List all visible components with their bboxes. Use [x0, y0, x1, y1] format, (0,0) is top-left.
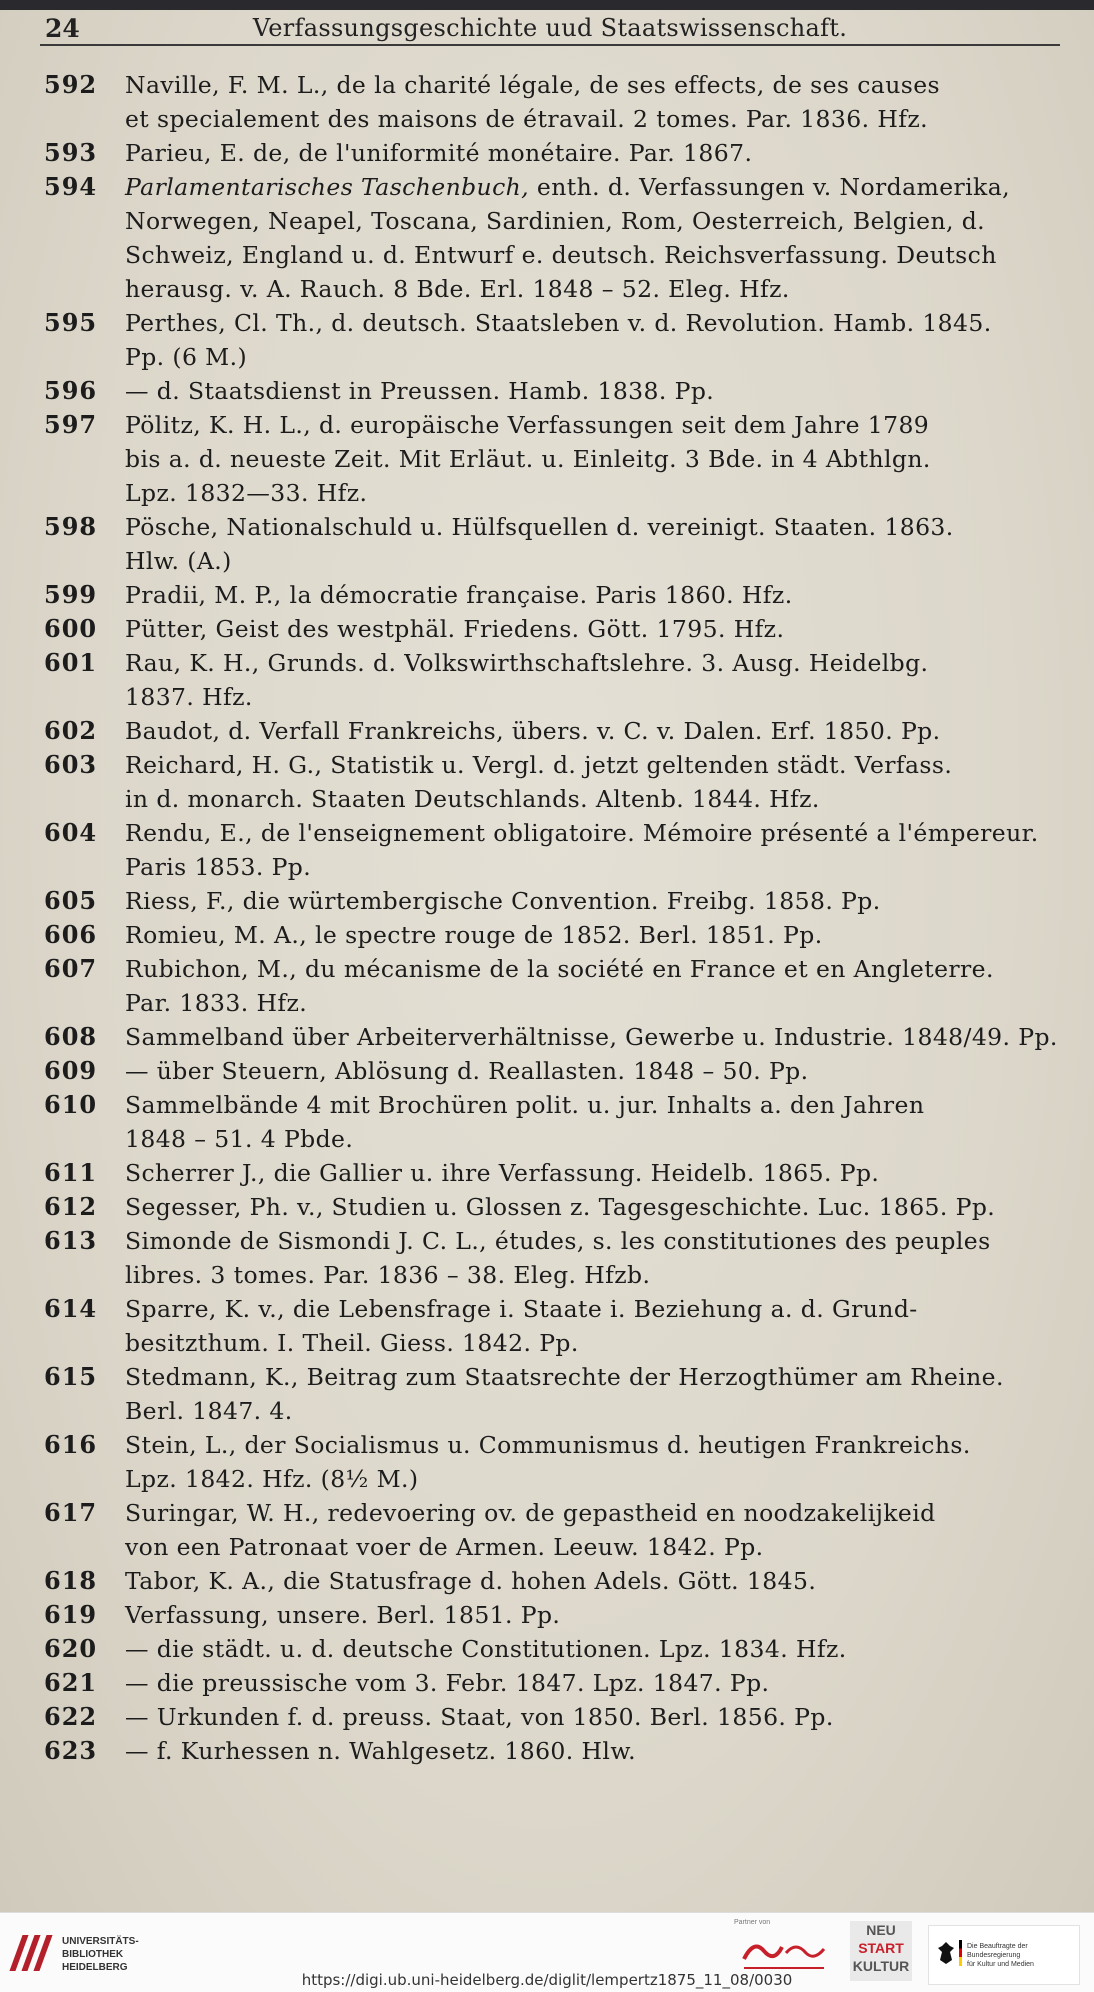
entry-number: 601 [44, 648, 98, 677]
entry-line: Hlw. (A.) [125, 547, 232, 575]
entry-line: Suringar, W. H., redevoering ov. de gepastheid en noodzakelijkeid [125, 1499, 936, 1527]
entry-text [125, 306, 1070, 374]
catalog-entry [0, 1054, 1094, 1088]
catalog-entry [0, 1020, 1094, 1054]
entry-text [125, 68, 1070, 136]
entry-line: Stein, L., der Socialismus u. Communismus d. heutigen Frankreichs. [125, 1431, 971, 1459]
entry-line: libres. 3 tomes. Par. 1836 – 38. Eleg. Hfzb. [125, 1261, 651, 1289]
entry-line: Tabor, K. A., die Statusfrage d. hohen Adels. Gött. 1845. [125, 1567, 817, 1595]
catalog-entry [0, 714, 1094, 748]
catalog-entry [0, 1598, 1094, 1632]
entry-number: 620 [44, 1634, 98, 1663]
entry-number: 614 [44, 1294, 98, 1323]
entry-line: Paris 1853. Pp. [125, 853, 312, 881]
entry-line: Norwegen, Neapel, Toscana, Sardinien, Rom, Oesterreich, Belgien, d. [125, 207, 986, 235]
entry-line: Stedmann, K., Beitrag zum Staatsrechte der Herzogthümer am Rheine. [125, 1363, 1004, 1391]
entry-line: besitzthum. I. Theil. Giess. 1842. Pp. [125, 1329, 579, 1357]
running-title: Verfassungsgeschichte uud Staatswissenschaft. [252, 14, 848, 42]
entry-text [125, 1666, 1070, 1700]
entry-text [125, 1020, 1070, 1054]
entry-line-rest: enth. d. Verfassungen v. Nordamerika, [529, 173, 1010, 201]
entry-line: Baudot, d. Verfall Frankreichs, übers. v. C. v. Dalen. Erf. 1850. Pp. [125, 717, 941, 745]
entry-number: 594 [44, 172, 98, 201]
entry-text [125, 374, 1070, 408]
entry-number: 615 [44, 1362, 98, 1391]
entry-line: von een Patronaat voer de Armen. Leeuw. 1842. Pp. [125, 1533, 764, 1561]
catalog-entry [0, 1360, 1094, 1428]
catalog-entries [0, 68, 1094, 1768]
entry-number: 610 [44, 1090, 98, 1119]
entry-number: 598 [44, 512, 98, 541]
entry-line: Rendu, E., de l'enseignement obligatoire. Mémoire présenté a l'émpereur. [125, 819, 1039, 847]
catalog-entry [0, 510, 1094, 578]
entry-text [125, 136, 1070, 170]
entry-number: 622 [44, 1702, 98, 1731]
entry-line: Reichard, H. G., Statistik u. Vergl. d. jetzt geltenden städt. Verfass. [125, 751, 953, 779]
entry-number: 600 [44, 614, 98, 643]
entry-line: — die städt. u. d. deutsche Constitutionen. Lpz. 1834. Hfz. [125, 1635, 847, 1663]
entry-line: Verfassung, unsere. Berl. 1851. Pp. [125, 1601, 561, 1629]
entry-number: 616 [44, 1430, 98, 1459]
partner-label: Partner von [734, 1919, 771, 1926]
catalog-entry [0, 612, 1094, 646]
catalog-entry [0, 170, 1094, 306]
german-flag-icon [959, 1940, 962, 1966]
entry-text [125, 1632, 1070, 1666]
entry-number: 619 [44, 1600, 98, 1629]
entry-text [125, 1564, 1070, 1598]
entry-text [125, 816, 1070, 884]
entry-number: 595 [44, 308, 98, 337]
entry-number: 613 [44, 1226, 98, 1255]
ub-logo-line: HEIDELBERG [62, 1962, 128, 1973]
entry-text [125, 714, 1070, 748]
entry-line: Parieu, E. de, de l'uniformité monétaire. Par. 1867. [125, 139, 753, 167]
entry-text [125, 952, 1070, 1020]
entry-line: Riess, F., die würtembergische Convention. Freibg. 1858. Pp. [125, 887, 881, 915]
catalog-entry [0, 1564, 1094, 1598]
entry-line [125, 170, 1070, 204]
entry-number: 603 [44, 750, 98, 779]
entry-line: Sammelbände 4 mit Brochüren polit. u. jur. Inhalts a. den Jahren [125, 1091, 925, 1119]
page-header [40, 12, 1060, 46]
ub-logo-mark-icon [12, 1933, 52, 1973]
entry-line: Pösche, Nationalschuld u. Hülfsquellen d. vereinigt. Staaten. 1863. [125, 513, 954, 541]
catalog-entry [0, 374, 1094, 408]
catalog-entry [0, 748, 1094, 816]
catalog-entry [0, 1700, 1094, 1734]
page-url[interactable]: https://digi.ub.uni-heidelberg.de/diglit/lempertz1875_11_08/0030 [301, 1971, 793, 1989]
entry-text [125, 1734, 1070, 1768]
entry-line: Pradii, M. P., la démocratie française. Paris 1860. Hfz. [125, 581, 793, 609]
entry-text [125, 170, 1070, 306]
entry-line: Romieu, M. A., le spectre rouge de 1852. Berl. 1851. Pp. [125, 921, 823, 949]
header-rule [40, 44, 1060, 46]
entry-number: 604 [44, 818, 98, 847]
entry-line: in d. monarch. Staaten Deutschlands. Altenb. 1844. Hfz. [125, 785, 820, 813]
entry-line: Scherrer J., die Gallier u. ihre Verfassung. Heidelb. 1865. Pp. [125, 1159, 880, 1187]
catalog-entry [0, 816, 1094, 884]
entry-number: 602 [44, 716, 98, 745]
entry-number: 597 [44, 410, 98, 439]
entry-text [125, 1360, 1070, 1428]
entry-number: 617 [44, 1498, 98, 1527]
entry-number: 607 [44, 954, 98, 983]
entry-line: Rau, K. H., Grunds. d. Volkswirthschaftslehre. 3. Ausg. Heidelbg. [125, 649, 929, 677]
ub-logo-line: UNIVERSITÄTS- [62, 1936, 139, 1947]
catalog-entry [0, 1190, 1094, 1224]
entry-number: 593 [44, 138, 98, 167]
entry-number: 605 [44, 886, 98, 915]
catalog-entry [0, 1156, 1094, 1190]
catalog-entry [0, 1292, 1094, 1360]
entry-line: Sparre, K. v., die Lebensfrage i. Staate i. Beziehung a. d. Grund- [125, 1295, 918, 1323]
entry-line: Naville, F. M. L., de la charité légale, de ses effects, de ses causes [125, 71, 940, 99]
entry-line: Berl. 1847. 4. [125, 1397, 293, 1425]
entry-text [125, 408, 1070, 510]
neustart-line: KULTUR [852, 1958, 910, 1974]
entry-line: 1837. Hfz. [125, 683, 253, 711]
entry-line: Pp. (6 M.) [125, 343, 248, 371]
entry-number: 618 [44, 1566, 98, 1595]
entry-line: bis a. d. neueste Zeit. Mit Erläut. u. Einleitg. 3 Bde. in 4 Abthlgn. [125, 445, 931, 473]
entry-title-italic: Parlamentarisches Taschenbuch, [125, 173, 530, 201]
catalog-entry [0, 1224, 1094, 1292]
entry-line: Perthes, Cl. Th., d. deutsch. Staatsleben v. d. Revolution. Hamb. 1845. [125, 309, 992, 337]
entry-text [125, 510, 1070, 578]
entry-text [125, 646, 1070, 714]
entry-line: — über Steuern, Ablösung d. Reallasten. 1848 – 50. Pp. [125, 1057, 809, 1085]
catalog-entry [0, 1666, 1094, 1700]
entry-text [125, 1428, 1070, 1496]
catalog-entry [0, 136, 1094, 170]
catalog-entry [0, 68, 1094, 136]
entry-text [125, 1088, 1070, 1156]
entry-line: Pütter, Geist des westphäl. Friedens. Gött. 1795. Hfz. [125, 615, 785, 643]
entry-text [125, 1156, 1070, 1190]
entry-number: 596 [44, 376, 98, 405]
entry-line: Simonde de Sismondi J. C. L., études, s. les constitutiones des peuples [125, 1227, 991, 1255]
entry-line: Lpz. 1842. Hfz. (8½ M.) [125, 1465, 419, 1493]
entry-line: Sammelband über Arbeiterverhältnisse, Gewerbe u. Industrie. 1848/49. Pp. [125, 1023, 1058, 1051]
entry-line: Schweiz, England u. d. Entwurf e. deutsch. Reichsverfassung. Deutsch [125, 241, 997, 269]
federal-eagle-icon [937, 1940, 955, 1966]
catalog-entry [0, 1088, 1094, 1156]
catalog-entry [0, 1428, 1094, 1496]
entry-text [125, 748, 1070, 816]
entry-text [125, 612, 1070, 646]
bkm-text [967, 1942, 1079, 1969]
catalog-entry [0, 646, 1094, 714]
catalog-entry [0, 1496, 1094, 1564]
catalog-entry [0, 408, 1094, 510]
entry-number: 606 [44, 920, 98, 949]
catalog-entry [0, 1734, 1094, 1768]
entry-number: 608 [44, 1022, 98, 1051]
entry-text [125, 1054, 1070, 1088]
entry-line: — f. Kurhessen n. Wahlgesetz. 1860. Hlw. [125, 1737, 636, 1765]
entry-number: 599 [44, 580, 98, 609]
entry-text [125, 1496, 1070, 1564]
bkm-line: Die Beauftragte der Bundesregierung [967, 1943, 1028, 1959]
catalog-entry [0, 918, 1094, 952]
entry-line: — die preussische vom 3. Febr. 1847. Lpz. 1847. Pp. [125, 1669, 770, 1697]
page-number: 24 [45, 14, 80, 43]
entry-text [125, 1700, 1070, 1734]
viewer-top-bar [0, 0, 1094, 10]
catalog-entry [0, 884, 1094, 918]
bkm-line: für Kultur und Medien [967, 1961, 1034, 1968]
entry-line: — d. Staatsdienst in Preussen. Hamb. 1838. Pp. [125, 377, 715, 405]
catalog-entry [0, 306, 1094, 374]
entry-text [125, 884, 1070, 918]
entry-text [125, 578, 1070, 612]
entry-line: Pölitz, K. H. L., d. europäische Verfassungen seit dem Jahre 1789 [125, 411, 930, 439]
entry-line: Par. 1833. Hfz. [125, 989, 308, 1017]
entry-line: et specialement des maisons de étravail. 2 tomes. Par. 1836. Hfz. [125, 105, 928, 133]
entry-line: Lpz. 1832—33. Hfz. [125, 479, 368, 507]
entry-number: 611 [44, 1158, 98, 1187]
partner-logo-icon[interactable] [734, 1929, 834, 1977]
ub-logo-text [62, 1935, 139, 1974]
entry-text [125, 918, 1070, 952]
neustart-line: START [858, 1940, 904, 1956]
entry-line: Segesser, Ph. v., Studien u. Glossen z. Tagesgeschichte. Luc. 1865. Pp. [125, 1193, 996, 1221]
entry-number: 592 [44, 70, 98, 99]
entry-line: — Urkunden f. d. preuss. Staat, von 1850. Berl. 1856. Pp. [125, 1703, 834, 1731]
entry-number: 621 [44, 1668, 98, 1697]
entry-number: 612 [44, 1192, 98, 1221]
entry-number: 623 [44, 1736, 98, 1765]
catalog-entry [0, 952, 1094, 1020]
catalog-entry [0, 578, 1094, 612]
entry-text [125, 1224, 1070, 1292]
entry-number: 609 [44, 1056, 98, 1085]
entry-text [125, 1190, 1070, 1224]
neustart-line: NEU [866, 1922, 896, 1938]
catalog-entry [0, 1632, 1094, 1666]
entry-line: 1848 – 51. 4 Pbde. [125, 1125, 354, 1153]
entry-text [125, 1598, 1070, 1632]
entry-line: Rubichon, M., du mécanisme de la société en France et en Angleterre. [125, 955, 994, 983]
entry-text [125, 1292, 1070, 1360]
entry-line: herausg. v. A. Rauch. 8 Bde. Erl. 1848 – 52. Eleg. Hfz. [125, 275, 790, 303]
ub-logo-line: BIBLIOTHEK [62, 1949, 124, 1960]
